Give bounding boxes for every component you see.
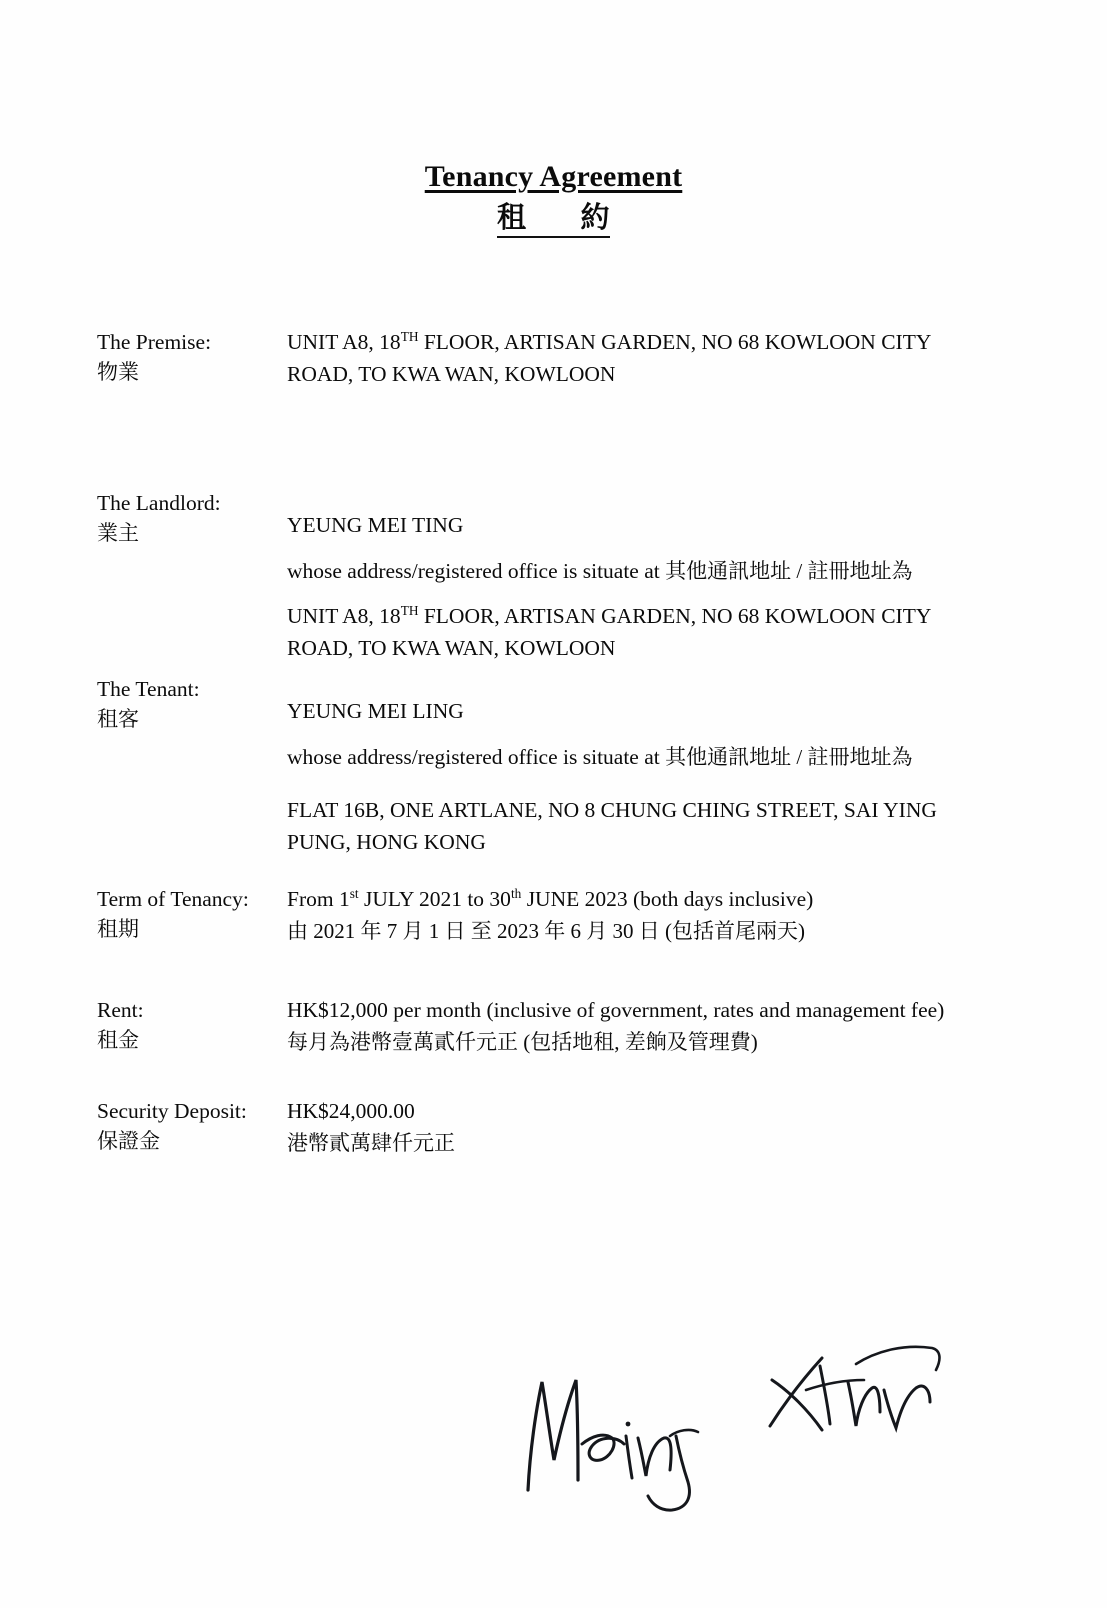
landlord-label xyxy=(97,489,287,548)
landlord-addr-line1-sup: TH xyxy=(400,603,419,619)
term-value xyxy=(287,885,1007,946)
landlord-addr-line1-pre: UNIT A8, 18 xyxy=(287,604,401,629)
page-title-chinese xyxy=(497,202,610,238)
rent-label-zh: 租金 xyxy=(97,1027,139,1052)
landlord-address-line2: ROAD, TO KWA WAN, KOWLOON xyxy=(287,635,616,660)
deposit-value-zh: 港幣貳萬肆仟元正 xyxy=(287,1130,455,1155)
rent-value xyxy=(287,996,1027,1057)
landlord-value xyxy=(287,489,1007,664)
section-premise xyxy=(97,328,1007,389)
title-zh-right: 約 xyxy=(580,201,611,234)
term-en-sup1: st xyxy=(349,885,359,901)
landlord-address-intro-zh: 其他通訊地址 / 註冊地址為 xyxy=(665,558,913,583)
term-en-sup2: th xyxy=(510,885,522,901)
tenant-address-intro xyxy=(287,743,1007,773)
tenant-address-intro-en: whose address/registered office is situate at xyxy=(287,744,666,769)
premise-line1-pre: UNIT A8, 18 xyxy=(287,330,401,354)
document-title-block xyxy=(0,160,1107,238)
landlord-signature-icon xyxy=(520,1340,740,1520)
section-security-deposit xyxy=(97,1097,1007,1158)
deposit-label-zh: 保證金 xyxy=(97,1128,160,1153)
tenant-address-line1: FLAT 16B, ONE ARTLANE, NO 8 CHUNG CHING STREET, SAI YING xyxy=(287,798,937,823)
landlord-address-intro xyxy=(287,557,1007,587)
premise-address-line1 xyxy=(287,328,1007,358)
premise-value xyxy=(287,328,1007,389)
tenant-label xyxy=(97,675,287,734)
tenant-value xyxy=(287,675,1007,858)
rent-value-zh: 每月為港幣壹萬貳仟元正 (包括地租, 差餉及管理費) xyxy=(287,1029,758,1054)
deposit-value-en: HK$24,000.00 xyxy=(287,1099,415,1123)
section-rent xyxy=(97,996,1027,1057)
deposit-label xyxy=(97,1097,287,1156)
rent-label xyxy=(97,996,287,1055)
deposit-value xyxy=(287,1097,1007,1158)
tenant-label-zh: 租客 xyxy=(97,706,139,731)
term-label xyxy=(97,885,287,944)
section-term-of-tenancy xyxy=(97,885,1007,946)
landlord-addr-line1-post: FLOOR, ARTISAN GARDEN, NO 68 KOWLOON CITY xyxy=(418,604,932,629)
term-value-en xyxy=(287,885,1007,915)
term-value-zh: 由 2021 年 7 月 1 日 至 2023 年 6 月 30 日 (包括首尾兩天) xyxy=(287,918,805,943)
tenant-name: YEUNG MEI LING xyxy=(287,699,464,723)
tenant-label-en: The Tenant: xyxy=(97,677,200,701)
term-en-mid: JULY 2021 to 30 xyxy=(358,887,511,911)
premise-line1-sup: TH xyxy=(400,328,419,344)
premise-label-zh: 物業 xyxy=(97,359,139,384)
tenant-address-intro-zh: 其他通訊地址 / 註冊地址為 xyxy=(665,744,913,769)
landlord-address-line1 xyxy=(287,602,1007,632)
landlord-name: YEUNG MEI TING xyxy=(287,513,464,537)
term-en-pre: From 1 xyxy=(287,887,350,911)
landlord-signature xyxy=(520,1340,740,1525)
landlord-label-en: The Landlord: xyxy=(97,491,221,515)
tenant-signature-icon xyxy=(760,1330,950,1460)
term-label-en: Term of Tenancy: xyxy=(97,887,249,911)
section-tenant xyxy=(97,675,1007,858)
premise-label-en: The Premise: xyxy=(97,330,212,354)
rent-value-en: HK$12,000 per month (inclusive of government, rates and management fee) xyxy=(287,998,945,1022)
section-landlord xyxy=(97,489,1007,664)
premise-line1-post: FLOOR, ARTISAN GARDEN, NO 68 KOWLOON CITY xyxy=(418,330,932,354)
term-en-post: JUNE 2023 (both days inclusive) xyxy=(521,887,814,911)
signature-area xyxy=(0,1330,1107,1560)
tenant-signature xyxy=(760,1330,950,1465)
deposit-label-en: Security Deposit: xyxy=(97,1099,247,1123)
page-title: Tenancy Agreement xyxy=(424,160,683,193)
premise-address-line2: ROAD, TO KWA WAN, KOWLOON xyxy=(287,361,616,386)
title-zh-left: 租 xyxy=(496,201,527,234)
rent-label-en: Rent: xyxy=(97,998,144,1022)
landlord-label-zh: 業主 xyxy=(97,520,139,545)
premise-label xyxy=(97,328,287,387)
tenant-address-line2: PUNG, HONG KONG xyxy=(287,829,486,854)
landlord-address-intro-en: whose address/registered office is situate at xyxy=(287,558,666,583)
term-label-zh: 租期 xyxy=(97,916,139,941)
